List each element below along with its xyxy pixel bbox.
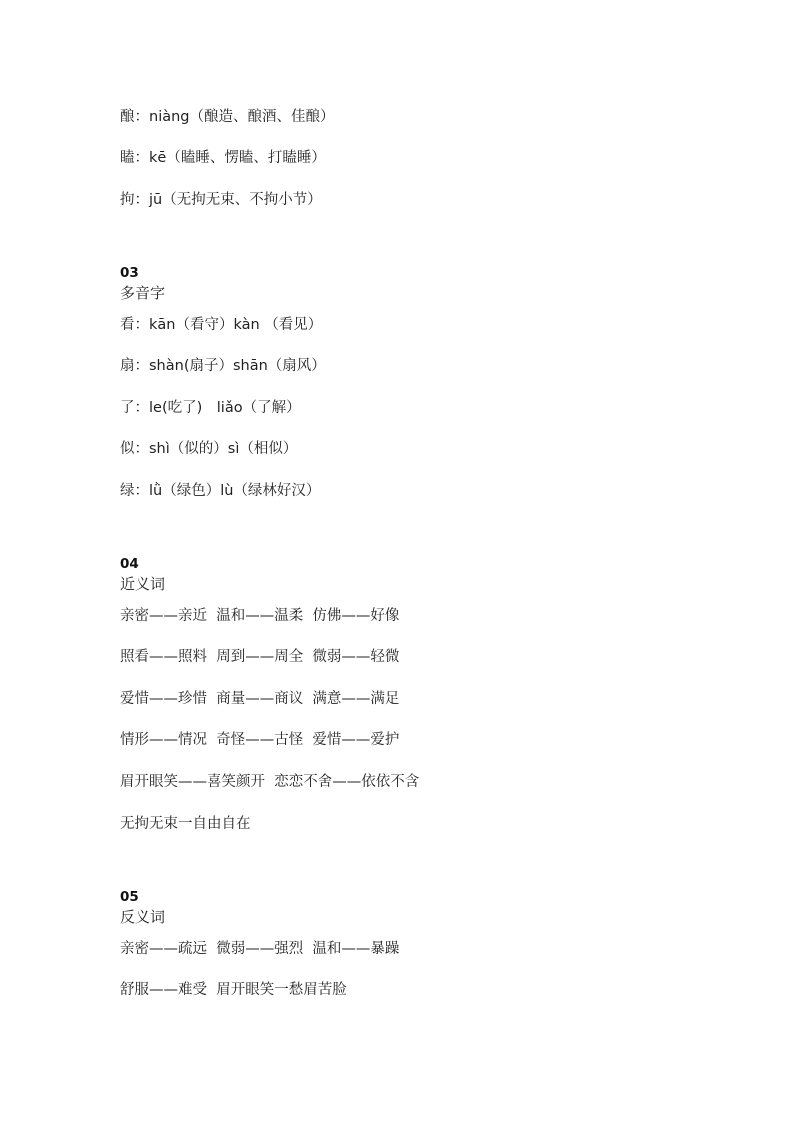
intro-line: 瞌：kē（瞌睡、愣瞌、打瞌睡） bbox=[120, 150, 326, 166]
section-title: 反义词 bbox=[120, 908, 166, 926]
section-line: 照看——照料 周到——周全 微弱——轻微 bbox=[120, 649, 400, 665]
section-line: 了：le(吃了) liǎo（了解） bbox=[120, 400, 301, 416]
section-line: 扇：shàn(扇子）shān（扇风） bbox=[120, 358, 326, 374]
section-line: 舒服——难受 眉开眼笑一愁眉苦脸 bbox=[120, 982, 347, 998]
section-line: 亲密——疏远 微弱——强烈 温和——暴躁 bbox=[120, 941, 400, 957]
section-title: 近义词 bbox=[120, 575, 166, 593]
section-line: 绿：lǜ（绿色）lù（绿林好汉） bbox=[120, 483, 321, 499]
section-title: 多音字 bbox=[120, 284, 166, 302]
section-number: 05 bbox=[120, 889, 139, 905]
section-number: 04 bbox=[120, 556, 139, 572]
section-line: 情形——情况 奇怪——古怪 爱惜——爱护 bbox=[120, 732, 400, 748]
section-line: 看：kān（看守）kàn （看见） bbox=[120, 317, 323, 333]
section-number: 03 bbox=[120, 265, 139, 281]
section-line: 亲密——亲近 温和——温柔 仿佛——好像 bbox=[120, 608, 400, 624]
section-line: 爱惜——珍惜 商量——商议 满意——满足 bbox=[120, 691, 400, 707]
section-line: 无拘无束一自由自在 bbox=[120, 816, 251, 832]
section-line: 似：shì（似的）sì（相似） bbox=[120, 441, 298, 457]
intro-line: 酿：niàng（酿造、酿酒、佳酿） bbox=[120, 109, 335, 125]
intro-line: 拘：jū（无拘无束、不拘小节） bbox=[120, 192, 322, 208]
section-line: 眉开眼笑——喜笑颜开 恋恋不舍——依依不含 bbox=[120, 774, 420, 790]
